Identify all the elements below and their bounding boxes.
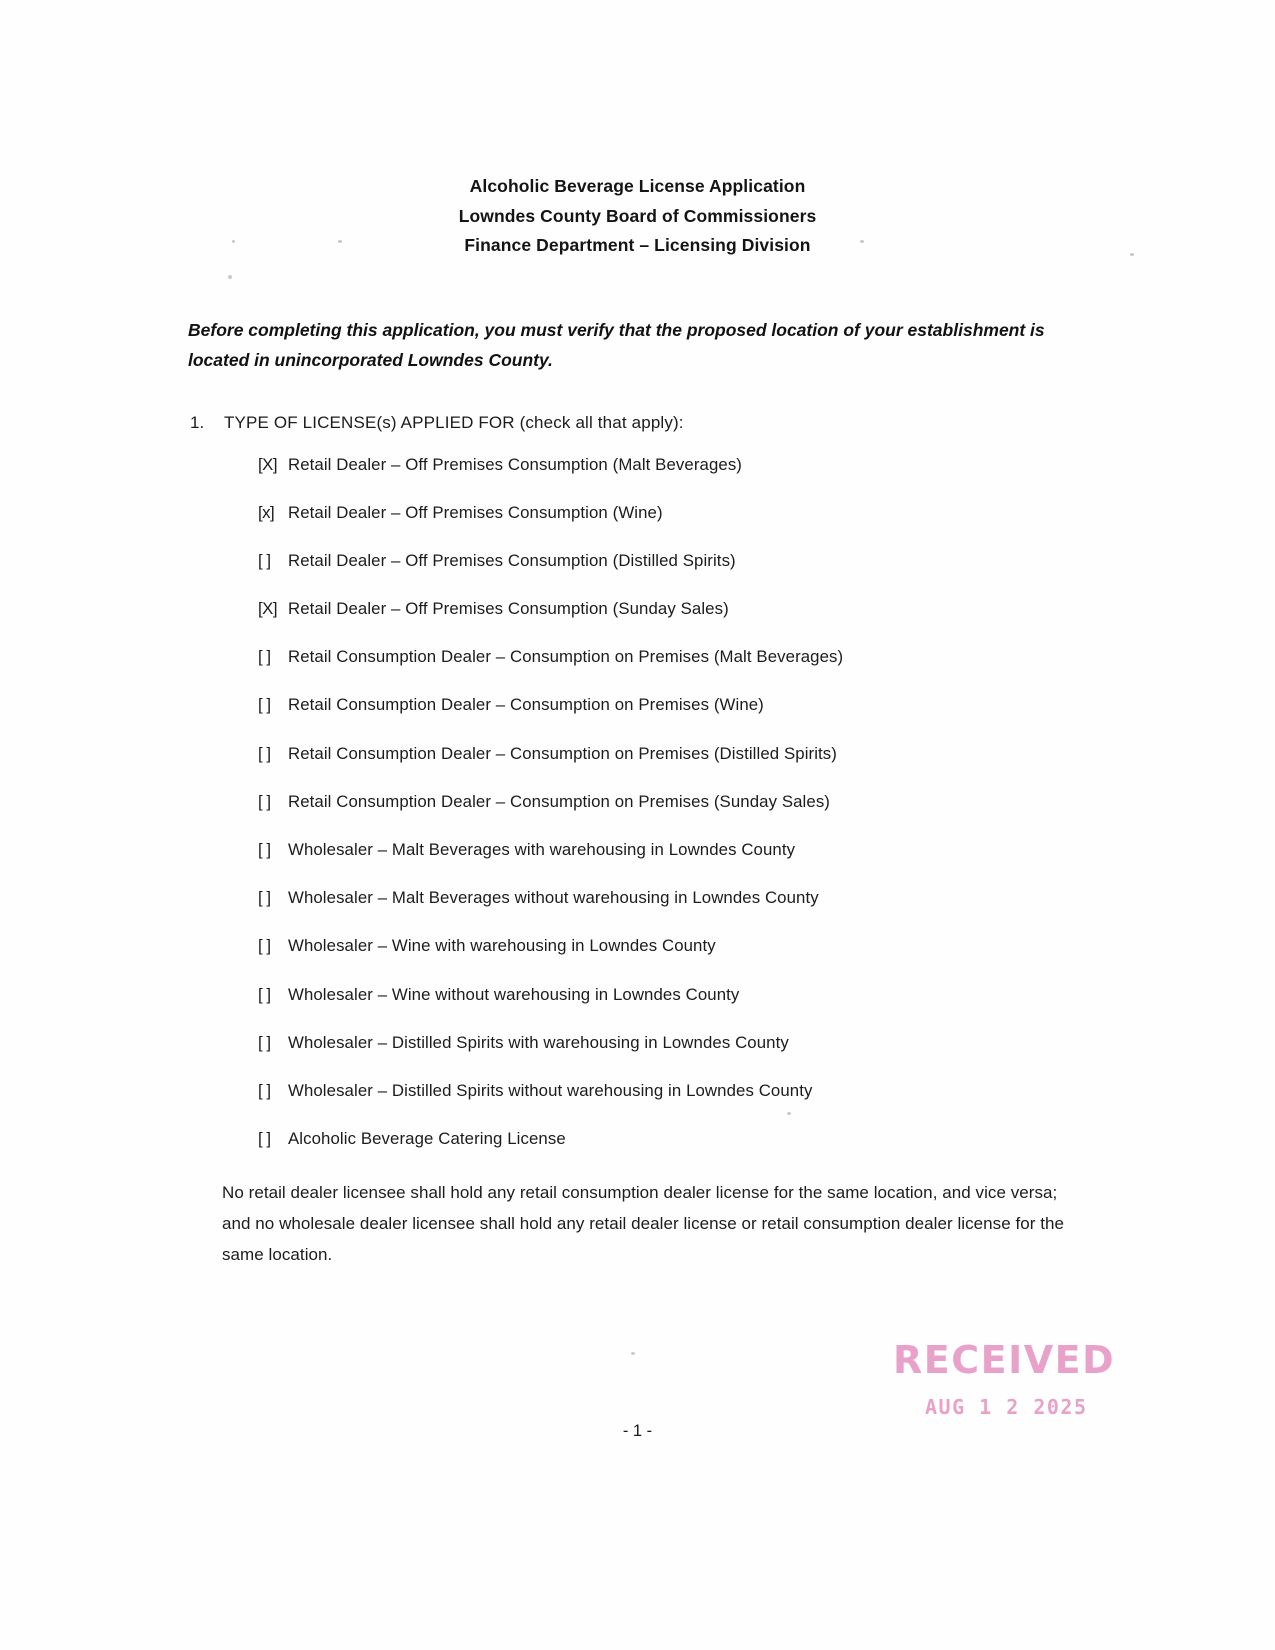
- checkbox-retail-off-wine[interactable]: [x]: [258, 502, 275, 522]
- checkbox-wholesaler-malt-with[interactable]: [ ]: [258, 840, 271, 859]
- scan-speck: [860, 240, 864, 243]
- checklist-item-label: Retail Consumption Dealer – Consumption on Premises (Malt Beverages): [288, 647, 844, 667]
- checklist-item-label: Retail Dealer – Off Premises Consumption (Malt Beverages): [288, 454, 742, 474]
- checkbox-consumption-spirits[interactable]: [ ]: [258, 743, 271, 763]
- checklist-item-label: Retail Consumption Dealer – Consumption on Premises (Distilled Spirits): [288, 743, 837, 763]
- checklist-item-label: Retail Dealer – Off Premises Consumption (Distilled Spirits): [288, 550, 736, 570]
- document-header: [0, 172, 1275, 261]
- checklist-item[interactable]: [258, 936, 1275, 956]
- checkbox-consumption-wine[interactable]: [ ]: [258, 695, 271, 715]
- checklist-item[interactable]: [258, 647, 1275, 667]
- checkbox-wholesaler-malt-without[interactable]: [ ]: [258, 888, 271, 908]
- checklist-item-label: Wholesaler – Distilled Spirits with warehousing in Lowndes County: [288, 1032, 789, 1052]
- section-number: 1.: [190, 412, 205, 432]
- checklist-item-label: Wholesaler – Distilled Spirits without warehousing in Lowndes County: [288, 1080, 813, 1100]
- checklist-item[interactable]: [258, 792, 1275, 812]
- checklist-item-label: Wholesaler – Malt Beverages without warehousing in Lowndes County: [288, 888, 819, 908]
- checkbox-catering-license[interactable]: [ ]: [258, 1129, 271, 1149]
- checkbox-wholesaler-wine-without[interactable]: [ ]: [258, 984, 271, 1004]
- scan-speck: [631, 1352, 635, 1355]
- checkbox-retail-off-malt[interactable]: [X]: [258, 454, 278, 474]
- checklist-item-label: Retail Consumption Dealer – Consumption on Premises (Wine): [288, 695, 764, 715]
- checklist-item[interactable]: [258, 1129, 1275, 1149]
- checklist-item[interactable]: [258, 1081, 1275, 1101]
- scan-speck: [1130, 253, 1134, 256]
- checkbox-wholesaler-spirits-with[interactable]: [ ]: [258, 1032, 271, 1052]
- checkbox-consumption-sunday[interactable]: [ ]: [258, 791, 271, 811]
- checklist-item[interactable]: [258, 599, 1275, 619]
- checklist-item[interactable]: [258, 551, 1275, 571]
- checklist-item-label: Wholesaler – Wine with warehousing in Lowndes County: [288, 936, 716, 956]
- checklist-item[interactable]: [258, 503, 1275, 523]
- page-number: - 1 -: [622, 1422, 653, 1440]
- header-line-department: Finance Department – Licensing Division: [464, 235, 811, 255]
- checklist-item[interactable]: [258, 1033, 1275, 1053]
- checklist-item-label: Retail Dealer – Off Premises Consumption (Wine): [288, 502, 663, 522]
- received-stamp: RECEIVED: [893, 1338, 1116, 1382]
- checklist-item[interactable]: [258, 455, 1275, 475]
- intro-paragraph: Before completing this application, you must verify that the proposed location of your establishment is located in unincorporated Lowndes County.: [188, 319, 1045, 370]
- checklist-item-label: Retail Dealer – Off Premises Consumption (Sunday Sales): [288, 599, 729, 619]
- checkbox-wholesaler-wine-with[interactable]: [ ]: [258, 936, 271, 956]
- checklist-item[interactable]: [258, 840, 1275, 860]
- restriction-note: No retail dealer licensee shall hold any retail consumption dealer license for the same location, and vice versa; and no wholesale dealer licensee shall hold any retail dealer license or retail consumption dealer license for the same location.: [222, 1183, 1065, 1265]
- header-line-title: Alcoholic Beverage License Application: [469, 176, 806, 196]
- section-1-heading: [190, 413, 1275, 433]
- scan-speck: [228, 275, 232, 279]
- checkbox-retail-off-spirits[interactable]: [ ]: [258, 550, 271, 570]
- checkbox-wholesaler-spirits-without[interactable]: [ ]: [258, 1080, 271, 1100]
- license-type-checklist: [258, 455, 1275, 1150]
- checklist-item[interactable]: [258, 985, 1275, 1005]
- section-title: TYPE OF LICENSE(s) APPLIED FOR (check all that apply):: [224, 412, 684, 432]
- scan-speck: [787, 1112, 791, 1115]
- checklist-item[interactable]: [258, 695, 1275, 715]
- checklist-item-label: Wholesaler – Wine without warehousing in Lowndes County: [288, 984, 740, 1004]
- checklist-item[interactable]: [258, 744, 1275, 764]
- checklist-item-label: Alcoholic Beverage Catering License: [288, 1129, 566, 1149]
- checklist-item-label: Wholesaler – Malt Beverages with warehousing in Lowndes County: [288, 840, 796, 859]
- received-stamp-date: AUG 1 2 2025: [925, 1395, 1088, 1419]
- checklist-item-label: Retail Consumption Dealer – Consumption on Premises (Sunday Sales): [288, 791, 830, 811]
- scan-speck: [338, 240, 342, 243]
- header-line-board: Lowndes County Board of Commissioners: [458, 205, 817, 226]
- checkbox-retail-off-sunday[interactable]: [X]: [258, 599, 278, 619]
- checklist-item[interactable]: [258, 888, 1275, 908]
- scan-speck: [232, 240, 235, 243]
- checkbox-consumption-malt[interactable]: [ ]: [258, 647, 271, 667]
